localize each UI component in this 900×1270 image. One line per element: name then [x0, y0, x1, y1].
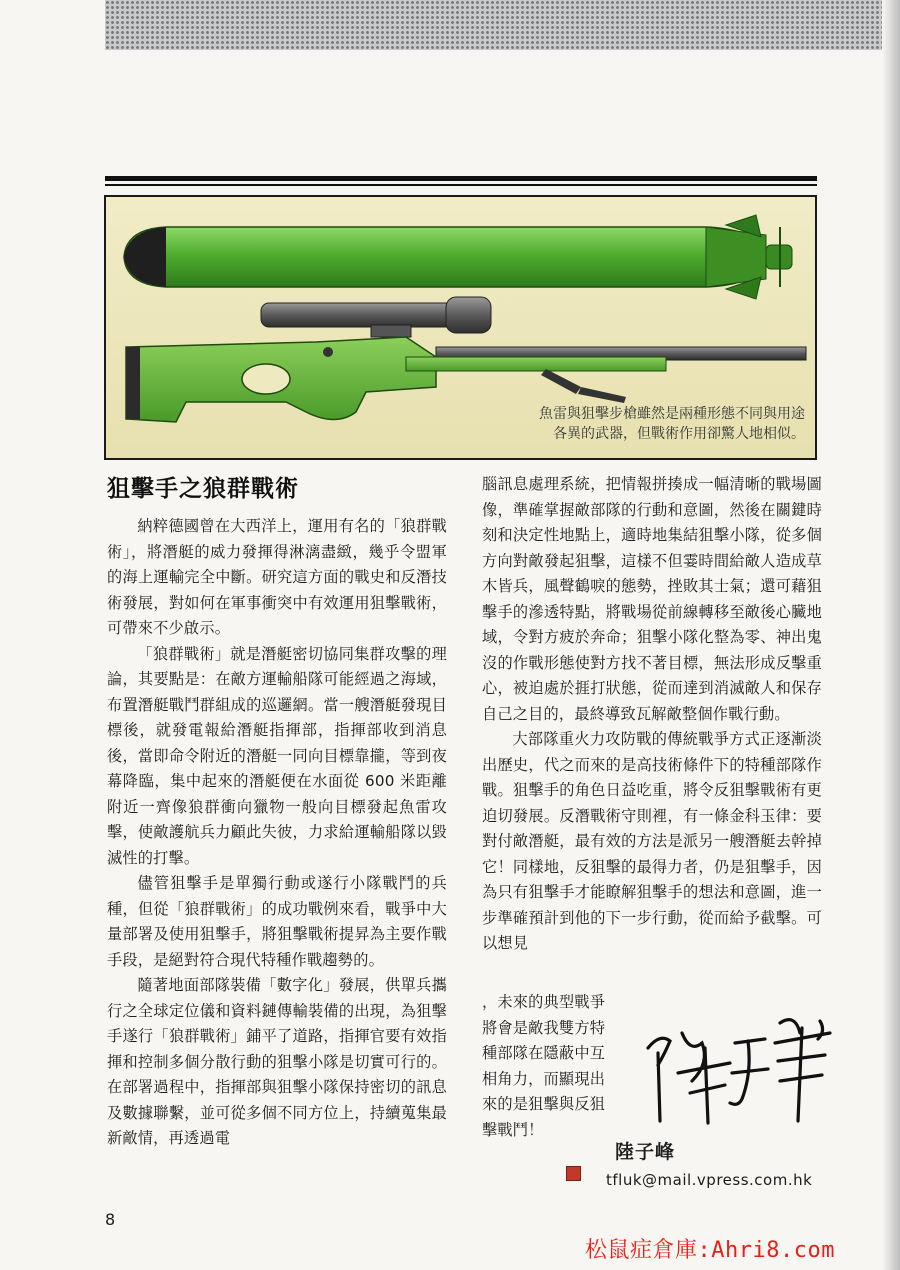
header-halftone-band [105, 0, 900, 50]
page-edge-shadow [882, 0, 900, 1270]
closing-paragraph: ，未來的典型戰爭將會是敵我雙方特種部隊在隱蔽中互相角力，而顯現出來的是狙擊與反狙擊戰鬥！ [482, 993, 606, 1139]
paragraph: 儘管狙擊手是單獨行動或遂行小隊戰鬥的兵種，但從「狼群戰術」的成功戰例來看，戰爭中大量部署及使用狙擊手，將狙擊戰術提昇為主要作戰手段，是絕對符合現代特種作戰趨勢的。 [107, 874, 447, 969]
handwritten-signature [630, 1003, 840, 1128]
figure-caption [515, 404, 805, 444]
caption-line-2: 各異的武器，但戰術作用卻驚人地相似。 [553, 426, 805, 442]
paragraph: 「狼群戰術」就是潛艇密切協同集群攻擊的理論，其要點是：在敵方運輸船隊可能經過之海域，布置潛艇戰鬥群組成的巡邏網。當一艘潛艇發現目標後，就發電報給潛艇指揮部，指揮部收到消息後，當即命令附近的潛艇一同向目標靠攏，等到夜幕降臨，集中起來的潛艇便在水面從 600 米距離附近一齊像狼群衝向獵物一般向目標發起魚雷攻擊，使敵護航兵力顧此失彼，力求給運輸船隊以毀滅性的打擊。 [107, 644, 447, 867]
caption-line-1: 魚雷與狙擊步槍雖然是兩種形態不同與用途 [539, 406, 805, 422]
paragraph-continued: 腦訊息處理系統，把情報拼揍成一幅清晰的戰場圖像，準確掌握敵部隊的行動和意圖，然後在關鍵時刻和決定性地點上，適時地集結狙擊小隊，從多個方向對敵發起狙擊，這樣不但霎時間給敵人造成草木皆兵，風聲鶴唳的態勢，挫敗其士氣；還可藉狙擊手的滲透特點，將戰場從前線轉移至敵後心臟地域，令對方疲於奔命；狙擊小隊化整為零、神出鬼沒的作戰形態使對方找不著目標，無法形成反擊重心，被迫處於捱打狀態，從而達到消滅敵人和保存自己之目的，最終導致瓦解敵整個作戰行動。 [482, 475, 822, 723]
page-number: 8 [105, 1210, 116, 1229]
section-rule-thin [105, 184, 817, 186]
article-right-column [482, 472, 822, 957]
article-left-column [107, 472, 447, 1152]
torpedo-drawing [124, 215, 792, 299]
section-rule-thick [105, 176, 817, 181]
paragraph: 大部隊重火力攻防戰的傳統戰爭方式正逐漸淡出歷史，代之而來的是高技術條件下的特種部隊作戰。狙擊手的角色日益吃重，將令反狙擊戰術有更迫切發展。反潛戰術守則裡，有一條金科玉律：要對付敵潛艇，最有效的方法是派另一艘潛艇去幹掉它！同樣地，反狙擊的最得力者，仍是狙擊手，因為只有狙擊手才能瞭解狙擊手的想法和意圖，進一步準確預計到他的下一步行動，從而給予截擊。可以想見 [482, 730, 822, 952]
author-name: 陸子峰 [615, 1141, 676, 1163]
watermark-text: 松鼠症倉庫:Ahri8.com [585, 1238, 835, 1263]
author-stamp-icon [566, 1166, 581, 1181]
paragraph: 納粹德國曾在大西洋上，運用有名的「狼群戰術」，將潛艇的威力發揮得淋漓盡緻，幾乎令盟軍的海上運輸完全中斷。研究這方面的戰史和反潛技術發展，對如何在軍事衝突中有效運用狙擊戰術，可帶來不少啟示。 [107, 517, 447, 637]
author-email: tfluk@mail.vpress.com.hk [606, 1171, 813, 1189]
article-heading: 狙擊手之狼群戰術 [107, 476, 299, 502]
paragraph: 隨著地面部隊裝備「數字化」發展，供單兵攜行之全球定位儀和資料鏈傳輸裝備的出現，為狙擊手遂行「狼群戰術」鋪平了道路，指揮官要有效指揮和控制多個分散行動的狙擊小隊是切實可行的。在部署過程中，指揮部與狙擊小隊保持密切的訊息及數據聯繫，並可從多個不同方位上，持續蒐集最新敵情，再透過電 [107, 976, 447, 1147]
